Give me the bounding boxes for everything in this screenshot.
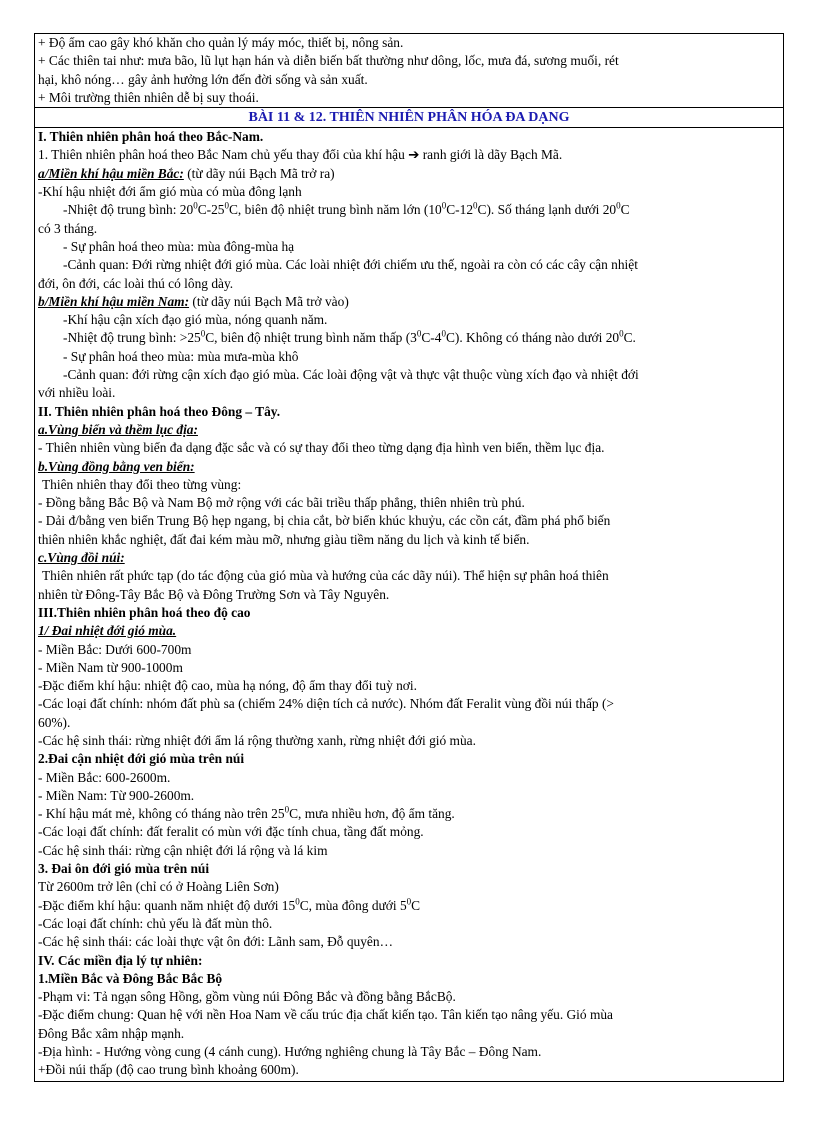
lesson-title: BÀI 11 & 12. THIÊN NHIÊN PHÂN HÓA ĐA DẠNG bbox=[35, 108, 783, 128]
text-line: -Khí hậu cận xích đạo gió mùa, nóng quanh năm. bbox=[63, 312, 328, 328]
text-line: -Các hệ sinh thái: rừng nhiệt đới ẩm lá rộng thường xanh, rừng nhiệt đới gió mùa. bbox=[38, 732, 476, 748]
text-line: - Sự phân hoá theo mùa: mùa đông-mùa hạ bbox=[63, 238, 295, 254]
text-line: - Đồng bằng Bắc Bộ và Nam Bộ mở rộng với các bãi triều thấp phẳng, thiên nhiên trù phú. bbox=[38, 495, 525, 511]
text-line: 1. Thiên nhiên phân hoá theo Bắc Nam chủ yếu thay đổi của khí hậu ➔ ranh giới là dãy Bạch Mã. bbox=[38, 147, 563, 163]
text-line: Đông Bắc xâm nhập mạnh. bbox=[38, 1025, 185, 1041]
subheading-line: a/Miền khí hậu miền Bắc: (từ dãy núi Bạch Mã trở ra) bbox=[38, 165, 335, 181]
text-line: + Độ ẩm cao gây khó khăn cho quản lý máy móc, thiết bị, nông sản. bbox=[38, 35, 404, 50]
subheading: c.Vùng đồi núi: bbox=[38, 550, 125, 566]
text-line: có 3 tháng. bbox=[38, 220, 98, 236]
text-line: -Phạm vi: Tả ngạn sông Hồng, gồm vùng núi Đông Bắc và đồng bằng BắcBộ. bbox=[38, 989, 456, 1005]
subheading: b.Vùng đồng bằng ven biển: bbox=[38, 458, 195, 474]
subheading: a.Vùng biển và thềm lục địa: bbox=[38, 421, 198, 437]
section-heading: II. Thiên nhiên phân hoá theo Đông – Tây. bbox=[38, 403, 281, 419]
text-line: -Nhiệt độ trung bình: $20^0C-25^0C$, biên độ nhiệt trung bình năm lớn $(10^0C-12^0C)$. Số tháng lạnh dưới $20^0C$ bbox=[63, 201, 630, 218]
text-line: hại, khô nóng… gây ảnh hưởng lớn đến đời sống và sản xuất. bbox=[38, 71, 368, 87]
text-line: Thiên nhiên rất phức tạp (do tác động của gió mùa và hướng của các dãy núi). Thể hiện sự phân hoá thiên bbox=[42, 568, 609, 584]
text-line: - Miền Nam: Từ 900-2600m. bbox=[38, 787, 195, 803]
text-line: -Nhiệt độ trung bình: $>25^0C$, biên độ nhiệt trung bình năm thấp $(3^0C-4^0C)$. Không có tháng nào dưới $20^0C$. bbox=[63, 329, 636, 346]
text-line: Thiên nhiên thay đổi theo từng vùng: bbox=[42, 476, 242, 492]
subheading: 1.Miền Bắc và Đông Bắc Bắc Bộ bbox=[38, 970, 223, 986]
text-line: -Các loại đất chính: nhóm đất phù sa (chiếm 24% diện tích cả nước). Nhóm đất Feralit vùng đồi núi thấp (> bbox=[38, 696, 614, 712]
text-line: nhiên từ Đông-Tây Bắc Bộ và Đông Trường Sơn và Tây Nguyên. bbox=[38, 586, 390, 602]
text-line: -Các hệ sinh thái: các loài thực vật ôn đới: Lãnh sam, Đỗ quyên… bbox=[38, 934, 393, 950]
arrow-right-icon: ➔ bbox=[408, 147, 420, 163]
text-line: + Các thiên tai như: mưa bão, lũ lụt hạn hán và diễn biến bất thường như dông, lốc, mưa đá, sương muối, rét bbox=[38, 53, 619, 69]
section-heading: I. Thiên nhiên phân hoá theo Bắc-Nam. bbox=[38, 129, 264, 145]
subheading: a/Miền khí hậu miền Bắc: bbox=[38, 165, 184, 181]
previous-section-tail bbox=[35, 34, 783, 108]
text-line: -Các loại đất chính: đất feralit có mùn với đặc tính chua, tầng đất mỏng. bbox=[38, 824, 424, 840]
section-heading: III.Thiên nhiên phân hoá theo độ cao bbox=[38, 604, 251, 620]
text-line: -Cảnh quan: Đới rừng nhiệt đới gió mùa. Các loài nhiệt đới chiếm ưu thế, ngoài ra còn có các cây cận nhiệt bbox=[63, 257, 638, 273]
text-line: -Các hệ sinh thái: rừng cận nhiệt đới lá rộng và lá kim bbox=[38, 842, 328, 858]
text-line: +Đồi núi thấp (độ cao trung bình khoảng 600m). bbox=[38, 1062, 299, 1078]
section-heading: IV. Các miền địa lý tự nhiên: bbox=[38, 952, 203, 968]
subheading: b/Miền khí hậu miền Nam: bbox=[38, 293, 190, 309]
text-line: với nhiều loài. bbox=[38, 385, 116, 401]
text-line: + Môi trường thiên nhiên dễ bị suy thoái. bbox=[38, 89, 259, 105]
text-line: - Miền Nam từ 900-1000m bbox=[38, 659, 183, 675]
text-line: -Đặc điểm khí hậu: nhiệt độ cao, mùa hạ nóng, độ ẩm thay đổi tuỳ nơi. bbox=[38, 678, 417, 694]
text-line: đới, ôn đới, các loài thú có lông dày. bbox=[38, 275, 234, 291]
text-line: 60%). bbox=[38, 714, 71, 730]
text-line: -Địa hình: - Hướng vòng cung (4 cánh cung). Hướng nghiêng chung là Tây Bắc – Đông Nam. bbox=[38, 1044, 542, 1060]
text-line: - Sự phân hoá theo mùa: mùa mưa-mùa khô bbox=[63, 348, 299, 364]
text-line: - Miền Bắc: 600-2600m. bbox=[38, 769, 171, 785]
text-line: -Các loại đất chính: chủ yếu là đất mùn thô. bbox=[38, 915, 273, 931]
text-line: -Đặc điểm khí hậu: quanh năm nhiệt độ dưới $15^0C$, mùa đông dưới $5^0C$ bbox=[38, 896, 421, 913]
text-line: -Cảnh quan: đới rừng cận xích đạo gió mùa. Các loài động vật và thực vật thuộc vùng xích đạo và nhiệt đới bbox=[63, 367, 639, 383]
text-line: -Đặc điểm chung: Quan hệ với nền Hoa Nam về cấu trúc địa chất kiến tạo. Tân kiến tạo nâng yếu. Gió mùa bbox=[38, 1007, 613, 1023]
subheading: 3. Đai ôn đới gió mùa trên núi bbox=[38, 861, 210, 877]
text-line: Từ 2600m trở lên (chỉ có ở Hoàng Liên Sơn) bbox=[38, 879, 279, 895]
document-frame bbox=[34, 33, 784, 1082]
text-line: - Khí hậu mát mẻ, không có tháng nào trên $25^0C$, mưa nhiều hơn, độ ẩm tăng. bbox=[38, 805, 455, 822]
lesson-body bbox=[35, 128, 783, 1079]
text-line: - Thiên nhiên vùng biển đa dạng đặc sắc và có sự thay đổi theo từng dạng địa hình ven biển, thềm lục địa. bbox=[38, 440, 605, 456]
subheading: 2.Đai cận nhiệt đới gió mùa trên núi bbox=[38, 751, 245, 767]
text-line: - Miền Bắc: Dưới 600-700m bbox=[38, 641, 192, 657]
subheading: 1/ Đai nhiệt đới gió mùa. bbox=[38, 623, 177, 639]
text-line: -Khí hậu nhiệt đới ẩm gió mùa có mùa đông lạnh bbox=[38, 184, 302, 200]
text-line: thiên nhiên khắc nghiệt, đất đai kém màu mỡ, nhưng giàu tiềm năng du lịch và kinh tế biển. bbox=[38, 531, 530, 547]
subheading-line: b/Miền khí hậu miền Nam: (từ dãy núi Bạch Mã trở vào) bbox=[38, 293, 349, 309]
text-line: - Dải đ/bằng ven biển Trung Bộ hẹp ngang, bị chia cắt, bờ biển khúc khuỷu, các cồn cát, đầm phá phổ biến bbox=[38, 513, 611, 529]
